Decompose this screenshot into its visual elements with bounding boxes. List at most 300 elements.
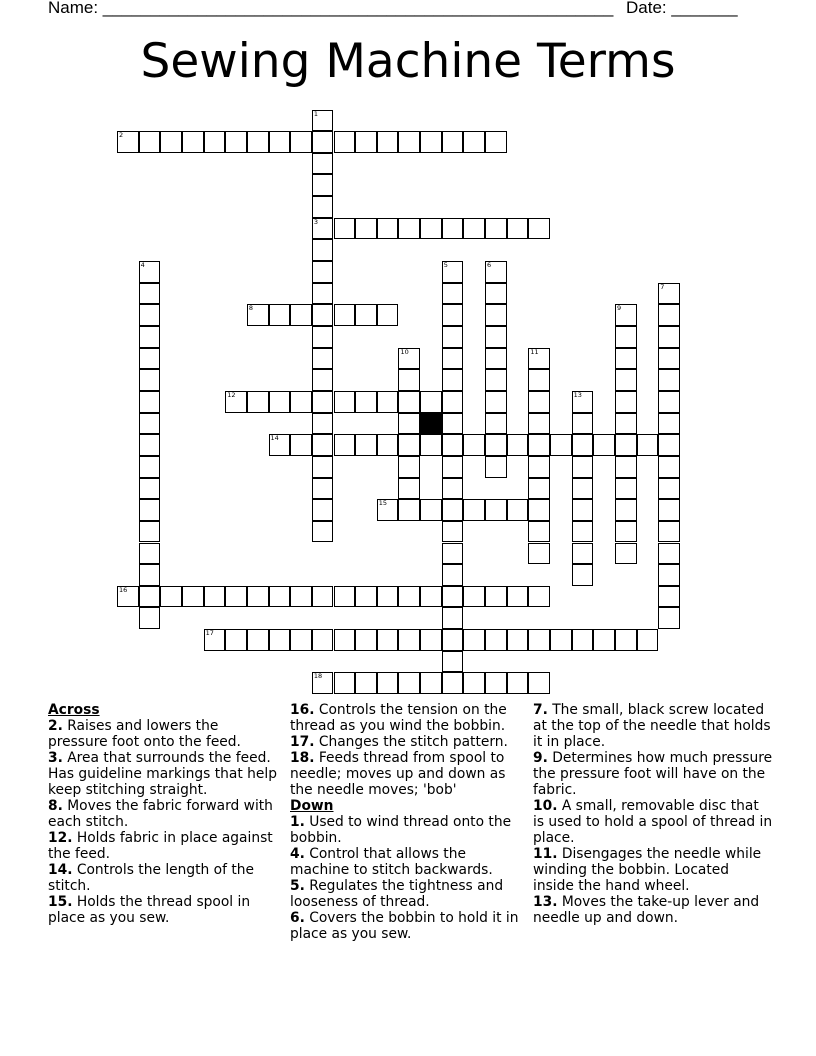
grid-cell[interactable] — [615, 348, 637, 370]
grid-cell[interactable] — [485, 456, 507, 478]
grid-cell[interactable] — [139, 543, 161, 565]
grid-cell[interactable] — [355, 629, 377, 651]
grid-cell[interactable] — [269, 586, 291, 608]
grid-cell[interactable] — [269, 131, 291, 153]
grid-cell[interactable] — [528, 586, 550, 608]
grid-cell[interactable] — [528, 391, 550, 413]
grid-cell[interactable] — [442, 499, 464, 521]
grid-cell[interactable] — [528, 478, 550, 500]
down-heading: Down — [290, 798, 334, 814]
grid-cell[interactable] — [334, 304, 356, 326]
grid-cell[interactable] — [528, 672, 550, 694]
grid-cell[interactable] — [528, 543, 550, 565]
grid-cell[interactable] — [528, 499, 550, 521]
grid-cell[interactable] — [290, 391, 312, 413]
cell-number: 7 — [660, 282, 665, 291]
across-heading: Across — [48, 702, 100, 718]
clue-15 — [48, 894, 278, 926]
grid-cell[interactable] — [442, 261, 464, 283]
clue-number: 11. — [533, 846, 558, 862]
grid-cell[interactable] — [204, 629, 226, 651]
grid-cell[interactable] — [312, 586, 334, 608]
grid-cell[interactable] — [139, 521, 161, 543]
grid-cell[interactable] — [528, 629, 550, 651]
grid-cell[interactable] — [485, 326, 507, 348]
clue-7 — [533, 702, 773, 750]
grid-cell[interactable] — [442, 586, 464, 608]
grid-cell[interactable] — [312, 283, 334, 305]
grid-cell[interactable] — [615, 629, 637, 651]
cell-number: 4 — [140, 261, 145, 270]
grid-cell[interactable] — [225, 391, 247, 413]
grid-cell[interactable] — [463, 499, 485, 521]
grid-cell[interactable] — [442, 348, 464, 370]
grid-cell[interactable] — [658, 326, 680, 348]
grid-cell[interactable] — [312, 434, 334, 456]
grid-cell[interactable] — [442, 326, 464, 348]
grid-cell[interactable] — [442, 369, 464, 391]
grid-cell[interactable] — [269, 304, 291, 326]
cell-number: 8 — [248, 304, 254, 313]
grid-cell[interactable] — [442, 672, 464, 694]
grid-cell[interactable] — [312, 391, 334, 413]
grid-cell[interactable] — [658, 521, 680, 543]
grid-cell[interactable] — [269, 434, 291, 456]
cell-number: 2 — [119, 131, 124, 140]
grid-cell[interactable] — [334, 586, 356, 608]
cell-number: 5 — [443, 261, 448, 270]
grid-cell[interactable] — [398, 391, 420, 413]
clue-number: 6. — [290, 910, 305, 926]
grid-cell[interactable] — [334, 391, 356, 413]
grid-cell[interactable] — [312, 131, 334, 153]
grid-cell[interactable] — [290, 304, 312, 326]
grid-cell[interactable] — [442, 651, 464, 673]
grid-cell[interactable] — [160, 586, 182, 608]
clue-number: 2. — [48, 718, 63, 734]
grid-cell[interactable] — [225, 629, 247, 651]
grid-cell[interactable] — [615, 326, 637, 348]
grid-cell[interactable] — [312, 348, 334, 370]
grid-cell[interactable] — [269, 629, 291, 651]
cell-number: 15 — [378, 499, 388, 508]
grid-cell[interactable] — [312, 499, 334, 521]
grid-cell[interactable] — [398, 413, 420, 435]
grid-cell[interactable] — [355, 434, 377, 456]
clue-number: 12. — [48, 830, 73, 846]
grid-cell[interactable] — [312, 218, 334, 240]
clue-number: 15. — [48, 894, 73, 910]
grid-cell[interactable] — [312, 174, 334, 196]
page-title: Sewing Machine Terms — [140, 34, 676, 89]
grid-cell[interactable] — [658, 499, 680, 521]
black-cell — [420, 413, 442, 435]
cell-number: 18 — [313, 672, 323, 681]
grid-cell[interactable] — [377, 131, 399, 153]
grid-cell[interactable] — [572, 499, 594, 521]
grid-cell[interactable] — [312, 326, 334, 348]
grid-cell[interactable] — [658, 478, 680, 500]
grid-cell[interactable] — [398, 218, 420, 240]
grid-cell[interactable] — [247, 391, 269, 413]
grid-cell[interactable] — [334, 434, 356, 456]
grid-cell[interactable] — [485, 629, 507, 651]
grid-cell[interactable] — [355, 586, 377, 608]
grid-cell[interactable] — [658, 391, 680, 413]
grid-cell[interactable] — [507, 499, 529, 521]
grid-cell[interactable] — [442, 521, 464, 543]
grid-cell[interactable] — [637, 434, 659, 456]
grid-cell[interactable] — [463, 131, 485, 153]
grid-cell[interactable] — [572, 456, 594, 478]
grid-cell[interactable] — [658, 543, 680, 565]
grid-cell[interactable] — [442, 304, 464, 326]
clue-16 — [290, 702, 525, 734]
clue-2 — [48, 718, 278, 750]
cell-number: 13 — [573, 390, 582, 399]
grid-cell[interactable] — [507, 672, 529, 694]
grid-cell[interactable] — [507, 629, 529, 651]
grid-cell[interactable] — [139, 261, 161, 283]
grid-cell[interactable] — [398, 672, 420, 694]
clue-text: Covers the bobbin to hold it in place as you sew. — [290, 910, 519, 942]
grid-cell[interactable] — [528, 434, 550, 456]
grid-cell[interactable] — [485, 499, 507, 521]
grid-cell[interactable] — [658, 369, 680, 391]
clue-17 — [290, 734, 525, 750]
clues-column-2 — [290, 702, 525, 942]
grid-cell[interactable] — [377, 434, 399, 456]
grid-cell[interactable] — [312, 239, 334, 261]
grid-cell[interactable] — [658, 564, 680, 586]
clue-text: Controls the length of the stitch. — [48, 862, 255, 894]
grid-cell[interactable] — [658, 348, 680, 370]
grid-cell[interactable] — [637, 629, 659, 651]
grid-cell[interactable] — [615, 521, 637, 543]
grid-cell[interactable] — [398, 499, 420, 521]
grid-cell[interactable] — [615, 478, 637, 500]
grid-cell[interactable] — [139, 434, 161, 456]
grid-cell[interactable] — [485, 413, 507, 435]
clue-number: 5. — [290, 878, 305, 894]
grid-cell[interactable] — [550, 629, 572, 651]
grid-cell[interactable] — [225, 131, 247, 153]
grid-cell[interactable] — [312, 456, 334, 478]
grid-cell[interactable] — [204, 131, 226, 153]
grid-cell[interactable] — [572, 521, 594, 543]
clue-number: 3. — [48, 750, 63, 766]
grid-cell[interactable] — [139, 348, 161, 370]
grid-cell[interactable] — [312, 369, 334, 391]
grid-cell[interactable] — [615, 413, 637, 435]
grid-cell[interactable] — [442, 218, 464, 240]
clue-18 — [290, 750, 525, 798]
grid-cell[interactable] — [355, 391, 377, 413]
grid-cell[interactable] — [507, 218, 529, 240]
clue-number: 17. — [290, 734, 315, 750]
grid-cell[interactable] — [139, 564, 161, 586]
date-field[interactable]: Date: _______ — [626, 0, 738, 17]
grid-cell[interactable] — [398, 348, 420, 370]
clue-number: 18. — [290, 750, 315, 766]
grid-cell[interactable] — [355, 218, 377, 240]
clue-text: Control that allows the machine to stitch backwards. — [290, 846, 493, 878]
grid-cell[interactable] — [507, 586, 529, 608]
grid-cell[interactable] — [420, 131, 442, 153]
cell-number: 3 — [313, 217, 318, 226]
grid-cell[interactable] — [615, 304, 637, 326]
clue-number: 7. — [533, 702, 548, 718]
grid-cell[interactable] — [507, 434, 529, 456]
grid-cell[interactable] — [658, 413, 680, 435]
clue-4 — [290, 846, 525, 878]
grid-cell[interactable] — [139, 131, 161, 153]
grid-cell[interactable] — [420, 434, 442, 456]
grid-cell[interactable] — [355, 304, 377, 326]
grid-cell[interactable] — [593, 434, 615, 456]
grid-cell[interactable] — [139, 499, 161, 521]
clue-12 — [48, 830, 278, 862]
clue-10 — [533, 798, 773, 846]
grid-cell[interactable] — [377, 629, 399, 651]
grid-cell[interactable] — [442, 607, 464, 629]
grid-cell[interactable] — [615, 434, 637, 456]
grid-cell[interactable] — [572, 478, 594, 500]
grid-cell[interactable] — [420, 672, 442, 694]
clue-number: 8. — [48, 798, 63, 814]
grid-cell[interactable] — [139, 456, 161, 478]
grid-cell[interactable] — [485, 261, 507, 283]
grid-cell[interactable] — [485, 304, 507, 326]
grid-cell[interactable] — [442, 629, 464, 651]
grid-cell[interactable] — [398, 586, 420, 608]
grid-cell[interactable] — [139, 283, 161, 305]
cell-number: 12 — [227, 390, 236, 399]
grid-cell[interactable] — [550, 434, 572, 456]
grid-cell[interactable] — [442, 283, 464, 305]
grid-cell[interactable] — [615, 391, 637, 413]
clue-11 — [533, 846, 773, 894]
grid-cell[interactable] — [420, 586, 442, 608]
grid-cell[interactable] — [377, 304, 399, 326]
grid-cell[interactable] — [377, 586, 399, 608]
grid-cell[interactable] — [485, 434, 507, 456]
grid-cell[interactable] — [463, 672, 485, 694]
grid-cell[interactable] — [139, 326, 161, 348]
clue-text: Determines how much pressure the pressure foot will have on the fabric. — [533, 750, 773, 798]
grid-cell[interactable] — [463, 434, 485, 456]
grid-cell[interactable] — [442, 413, 464, 435]
grid-cell[interactable] — [139, 586, 161, 608]
grid-cell[interactable] — [572, 434, 594, 456]
grid-cell[interactable] — [442, 131, 464, 153]
grid-cell[interactable] — [312, 110, 334, 132]
clue-text: Feeds thread from spool to needle; moves up and down as the needle moves; 'bob' — [290, 750, 506, 798]
grid-cell[interactable] — [615, 456, 637, 478]
grid-cell[interactable] — [290, 586, 312, 608]
clue-text: The small, black screw located at the top of the needle that holds it in place. — [533, 702, 771, 750]
clue-text: Regulates the tightness and looseness of thread. — [290, 878, 504, 910]
grid-cell[interactable] — [442, 564, 464, 586]
grid-cell[interactable] — [615, 369, 637, 391]
clue-number: 13. — [533, 894, 558, 910]
grid-cell[interactable] — [528, 521, 550, 543]
grid-cell[interactable] — [355, 131, 377, 153]
clue-number: 9. — [533, 750, 548, 766]
name-field[interactable]: Name: ______________________________________________________ — [48, 0, 614, 17]
clue-number: 10. — [533, 798, 558, 814]
grid-cell[interactable] — [442, 456, 464, 478]
grid-cell[interactable] — [182, 586, 204, 608]
grid-cell[interactable] — [658, 434, 680, 456]
clue-number: 1. — [290, 814, 305, 830]
grid-cell[interactable] — [290, 629, 312, 651]
grid-cell[interactable] — [485, 131, 507, 153]
grid-cell[interactable] — [377, 672, 399, 694]
grid-cell[interactable] — [312, 672, 334, 694]
grid-cell[interactable] — [593, 629, 615, 651]
grid-cell[interactable] — [658, 456, 680, 478]
grid-cell[interactable] — [312, 478, 334, 500]
grid-cell[interactable] — [139, 478, 161, 500]
grid-cell[interactable] — [312, 261, 334, 283]
grid-cell[interactable] — [463, 629, 485, 651]
clue-5 — [290, 878, 525, 910]
grid-cell[interactable] — [398, 131, 420, 153]
grid-cell[interactable] — [139, 304, 161, 326]
grid-cell[interactable] — [247, 629, 269, 651]
clue-number: 14. — [48, 862, 73, 878]
grid-cell[interactable] — [204, 586, 226, 608]
cell-number: 1 — [313, 109, 318, 118]
cell-number: 10 — [400, 347, 409, 356]
grid-cell[interactable] — [572, 629, 594, 651]
grid-cell[interactable] — [572, 413, 594, 435]
grid-cell[interactable] — [312, 521, 334, 543]
cell-number: 11 — [530, 347, 539, 356]
grid-cell[interactable] — [377, 391, 399, 413]
grid-cell[interactable] — [658, 607, 680, 629]
grid-cell[interactable] — [312, 304, 334, 326]
grid-cell[interactable] — [420, 218, 442, 240]
grid-cell[interactable] — [117, 131, 139, 153]
grid-cell[interactable] — [442, 391, 464, 413]
clue-text: Used to wind thread onto the bobbin. — [290, 814, 512, 846]
grid-cell[interactable] — [442, 543, 464, 565]
grid-cell[interactable] — [139, 369, 161, 391]
clue-text: Moves the take-up lever and needle up and down. — [533, 894, 760, 926]
grid-cell[interactable] — [485, 391, 507, 413]
cell-number: 9 — [616, 304, 622, 313]
grid-cell[interactable] — [182, 131, 204, 153]
clue-13 — [533, 894, 773, 926]
grid-cell[interactable] — [139, 391, 161, 413]
grid-cell[interactable] — [658, 586, 680, 608]
cell-number: 16 — [119, 585, 128, 594]
grid-cell[interactable] — [312, 153, 334, 175]
grid-cell[interactable] — [528, 413, 550, 435]
grid-cell[interactable] — [247, 131, 269, 153]
grid-cell[interactable] — [485, 283, 507, 305]
grid-cell[interactable] — [160, 131, 182, 153]
clue-number: 4. — [290, 846, 305, 862]
grid-cell[interactable] — [572, 564, 594, 586]
grid-cell[interactable] — [572, 543, 594, 565]
grid-cell[interactable] — [247, 304, 269, 326]
grid-cell[interactable] — [485, 348, 507, 370]
clue-text: Area that surrounds the feed. Has guideline markings that help keep stitching straight. — [48, 750, 277, 798]
clue-text: Changes the stitch pattern. — [314, 734, 508, 750]
grid-cell[interactable] — [355, 672, 377, 694]
grid-cell[interactable] — [139, 413, 161, 435]
clue-text: Controls the tension on the thread as you wind the bobbin. — [290, 702, 507, 734]
grid-cell[interactable] — [658, 283, 680, 305]
grid-cell[interactable] — [442, 478, 464, 500]
grid-cell[interactable] — [528, 348, 550, 370]
grid-cell[interactable] — [420, 499, 442, 521]
grid-cell[interactable] — [334, 218, 356, 240]
grid-cell[interactable] — [528, 369, 550, 391]
grid-cell[interactable] — [398, 434, 420, 456]
grid-cell[interactable] — [290, 131, 312, 153]
grid-cell[interactable] — [420, 629, 442, 651]
grid-cell[interactable] — [485, 672, 507, 694]
grid-cell[interactable] — [290, 434, 312, 456]
grid-cell[interactable] — [117, 586, 139, 608]
grid-cell[interactable] — [420, 391, 442, 413]
grid-cell[interactable] — [247, 586, 269, 608]
clue-text: A small, removable disc that is used to hold a spool of thread in place. — [533, 798, 773, 846]
grid-cell[interactable] — [485, 586, 507, 608]
clue-9 — [533, 750, 773, 798]
grid-cell[interactable] — [658, 304, 680, 326]
grid-cell[interactable] — [485, 218, 507, 240]
grid-cell[interactable] — [572, 391, 594, 413]
grid-cell[interactable] — [139, 607, 161, 629]
grid-cell[interactable] — [334, 131, 356, 153]
grid-cell[interactable] — [463, 586, 485, 608]
grid-cell[interactable] — [269, 391, 291, 413]
clue-8 — [48, 798, 278, 830]
grid-cell[interactable] — [398, 629, 420, 651]
grid-cell[interactable] — [398, 456, 420, 478]
grid-cell[interactable] — [312, 196, 334, 218]
grid-cell[interactable] — [398, 369, 420, 391]
grid-cell[interactable] — [528, 456, 550, 478]
grid-cell[interactable] — [442, 434, 464, 456]
clue-14 — [48, 862, 278, 894]
grid-cell[interactable] — [312, 629, 334, 651]
grid-cell[interactable] — [485, 369, 507, 391]
grid-cell[interactable] — [528, 218, 550, 240]
cell-number: 6 — [487, 261, 492, 270]
grid-cell[interactable] — [225, 586, 247, 608]
clue-text: Holds the thread spool in place as you sew. — [48, 894, 251, 926]
grid-cell[interactable] — [398, 478, 420, 500]
cell-number: 17 — [205, 629, 214, 638]
grid-cell[interactable] — [334, 629, 356, 651]
grid-cell[interactable] — [312, 413, 334, 435]
grid-cell[interactable] — [377, 218, 399, 240]
grid-cell[interactable] — [377, 499, 399, 521]
clue-text: Holds fabric in place against the feed. — [48, 830, 273, 862]
grid-cell[interactable] — [463, 218, 485, 240]
grid-cell[interactable] — [615, 543, 637, 565]
clue-text: Disengages the needle while winding the bobbin. Located inside the hand wheel. — [533, 846, 762, 894]
clues-column-1 — [48, 702, 278, 926]
grid-cell[interactable] — [615, 499, 637, 521]
grid-cell[interactable] — [334, 672, 356, 694]
